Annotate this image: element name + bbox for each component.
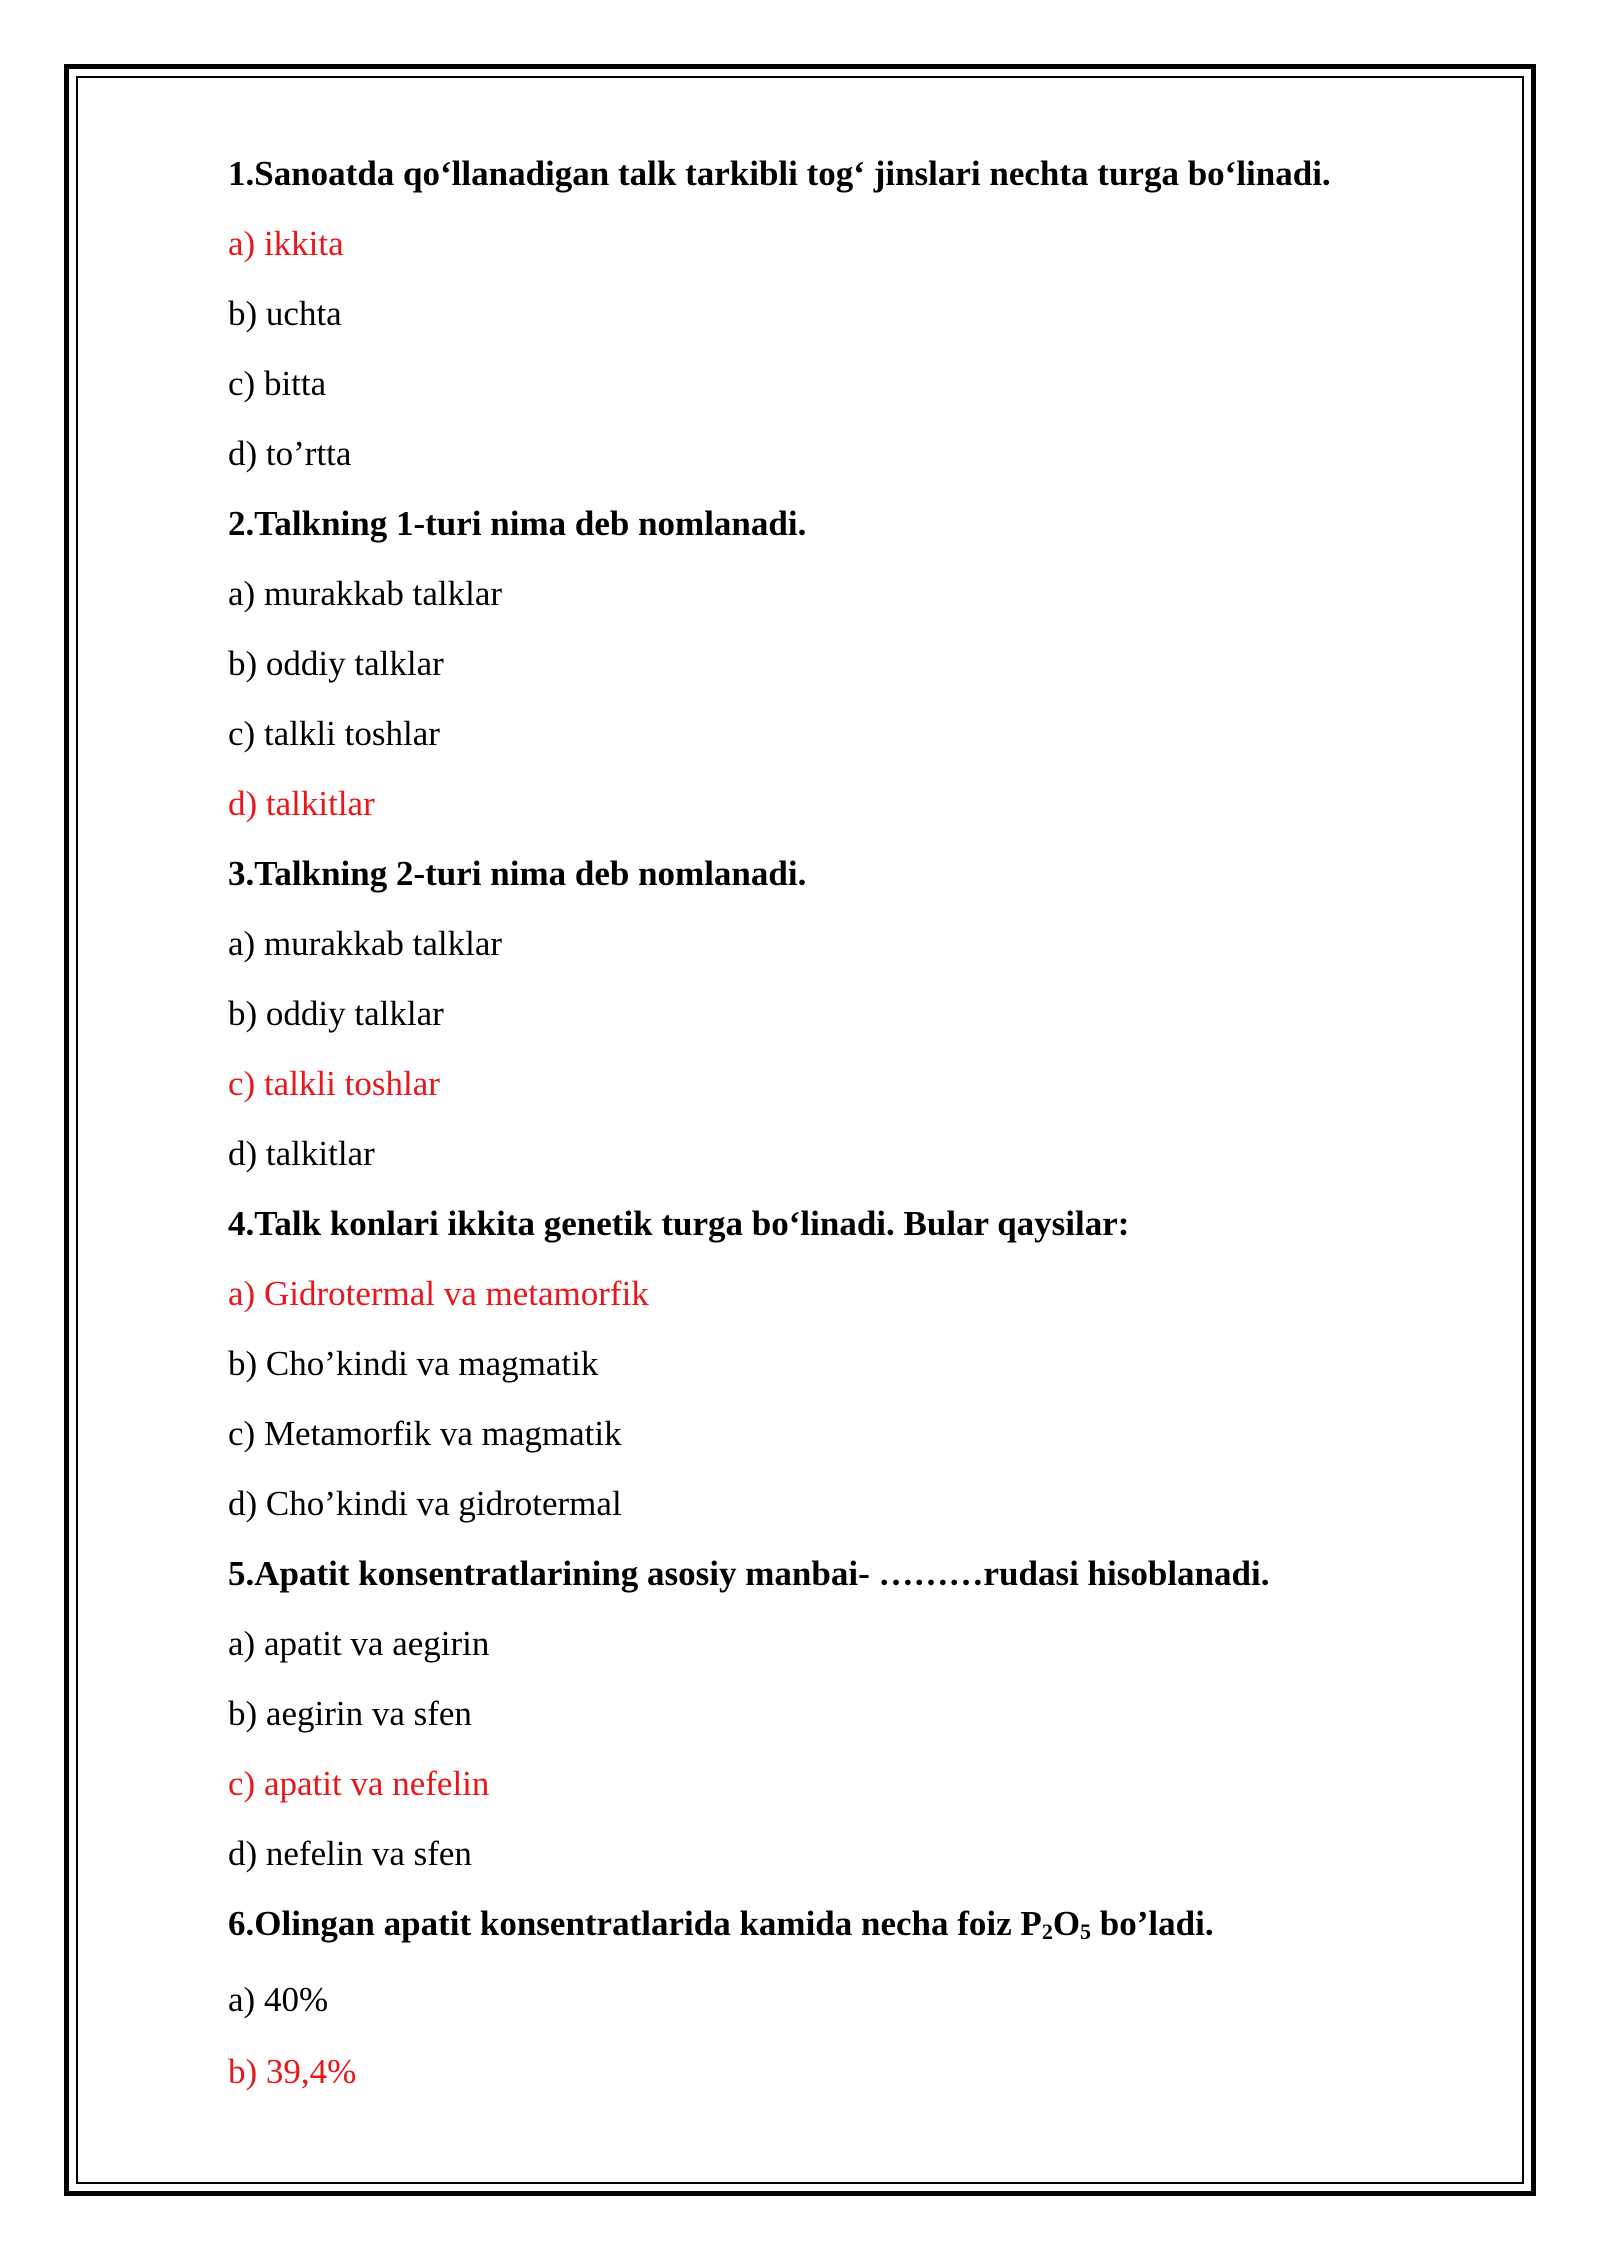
answer-option: c) talkli toshlar [228, 714, 440, 753]
answer-option: b) oddiy talklar [228, 644, 444, 683]
answer-option: a) Gidrotermal va metamorfik [228, 1274, 649, 1313]
question-text-part: bo’ladi. [1091, 1904, 1214, 1943]
question-text: 2.Talkning 1-turi nima deb nomlanadi. [228, 504, 807, 543]
question-block-2 [228, 498, 1468, 848]
answer-option: a) 40% [228, 1980, 329, 2019]
subscript: 5 [1080, 1919, 1092, 1944]
question-text-part: 6.Olingan apatit konsentratlarida kamida necha foiz P [228, 1904, 1042, 1943]
question-block-4 [228, 1198, 1468, 1548]
answer-option: b) aegirin va sfen [228, 1694, 472, 1733]
answer-option: b) uchta [228, 294, 342, 333]
question-text [228, 1898, 1468, 1974]
question-text: 3.Talkning 2-turi nima deb nomlanadi. [228, 854, 807, 893]
answer-option: c) bitta [228, 364, 327, 403]
answer-option: d) to’rtta [228, 434, 352, 473]
question-text: 1.Sanoatda qo‘llanadigan talk tarkibli tog‘ jinslari nechta turga bo‘linadi. [228, 154, 1331, 193]
answer-option: a) murakkab talklar [228, 574, 503, 613]
answer-option: a) murakkab talklar [228, 924, 503, 963]
subscript: 2 [1041, 1919, 1053, 1944]
answer-option: a) ikkita [228, 224, 344, 263]
answer-option: c) Metamorfik va magmatik [228, 1414, 622, 1453]
question-block-5 [228, 1548, 1468, 1898]
answer-option: d) talkitlar [228, 1134, 375, 1173]
question-text: 4.Talk konlari ikkita genetik turga bo‘linadi. Bular qaysilar: [228, 1204, 1130, 1243]
answer-option: d) talkitlar [228, 784, 375, 823]
answer-option: b) Cho’kindi va magmatik [228, 1344, 599, 1383]
answer-option: b) 39,4% [228, 2052, 357, 2091]
question-block-1 [228, 148, 1468, 498]
answer-option: c) apatit va nefelin [228, 1764, 490, 1803]
answer-option: b) oddiy talklar [228, 994, 444, 1033]
answer-option: c) talkli toshlar [228, 1064, 440, 1103]
question-block-6 [228, 1898, 1468, 2118]
answer-option: a) apatit va aegirin [228, 1624, 490, 1663]
answer-option: d) nefelin va sfen [228, 1834, 472, 1873]
quiz-content [228, 148, 1468, 2118]
question-block-3 [228, 848, 1468, 1198]
answer-option: d) Cho’kindi va gidrotermal [228, 1484, 622, 1523]
question-text-part: O [1052, 1904, 1081, 1943]
question-text: 5.Apatit konsentratlarining asosiy manbai- ………rudasi hisoblanadi. [228, 1554, 1270, 1593]
